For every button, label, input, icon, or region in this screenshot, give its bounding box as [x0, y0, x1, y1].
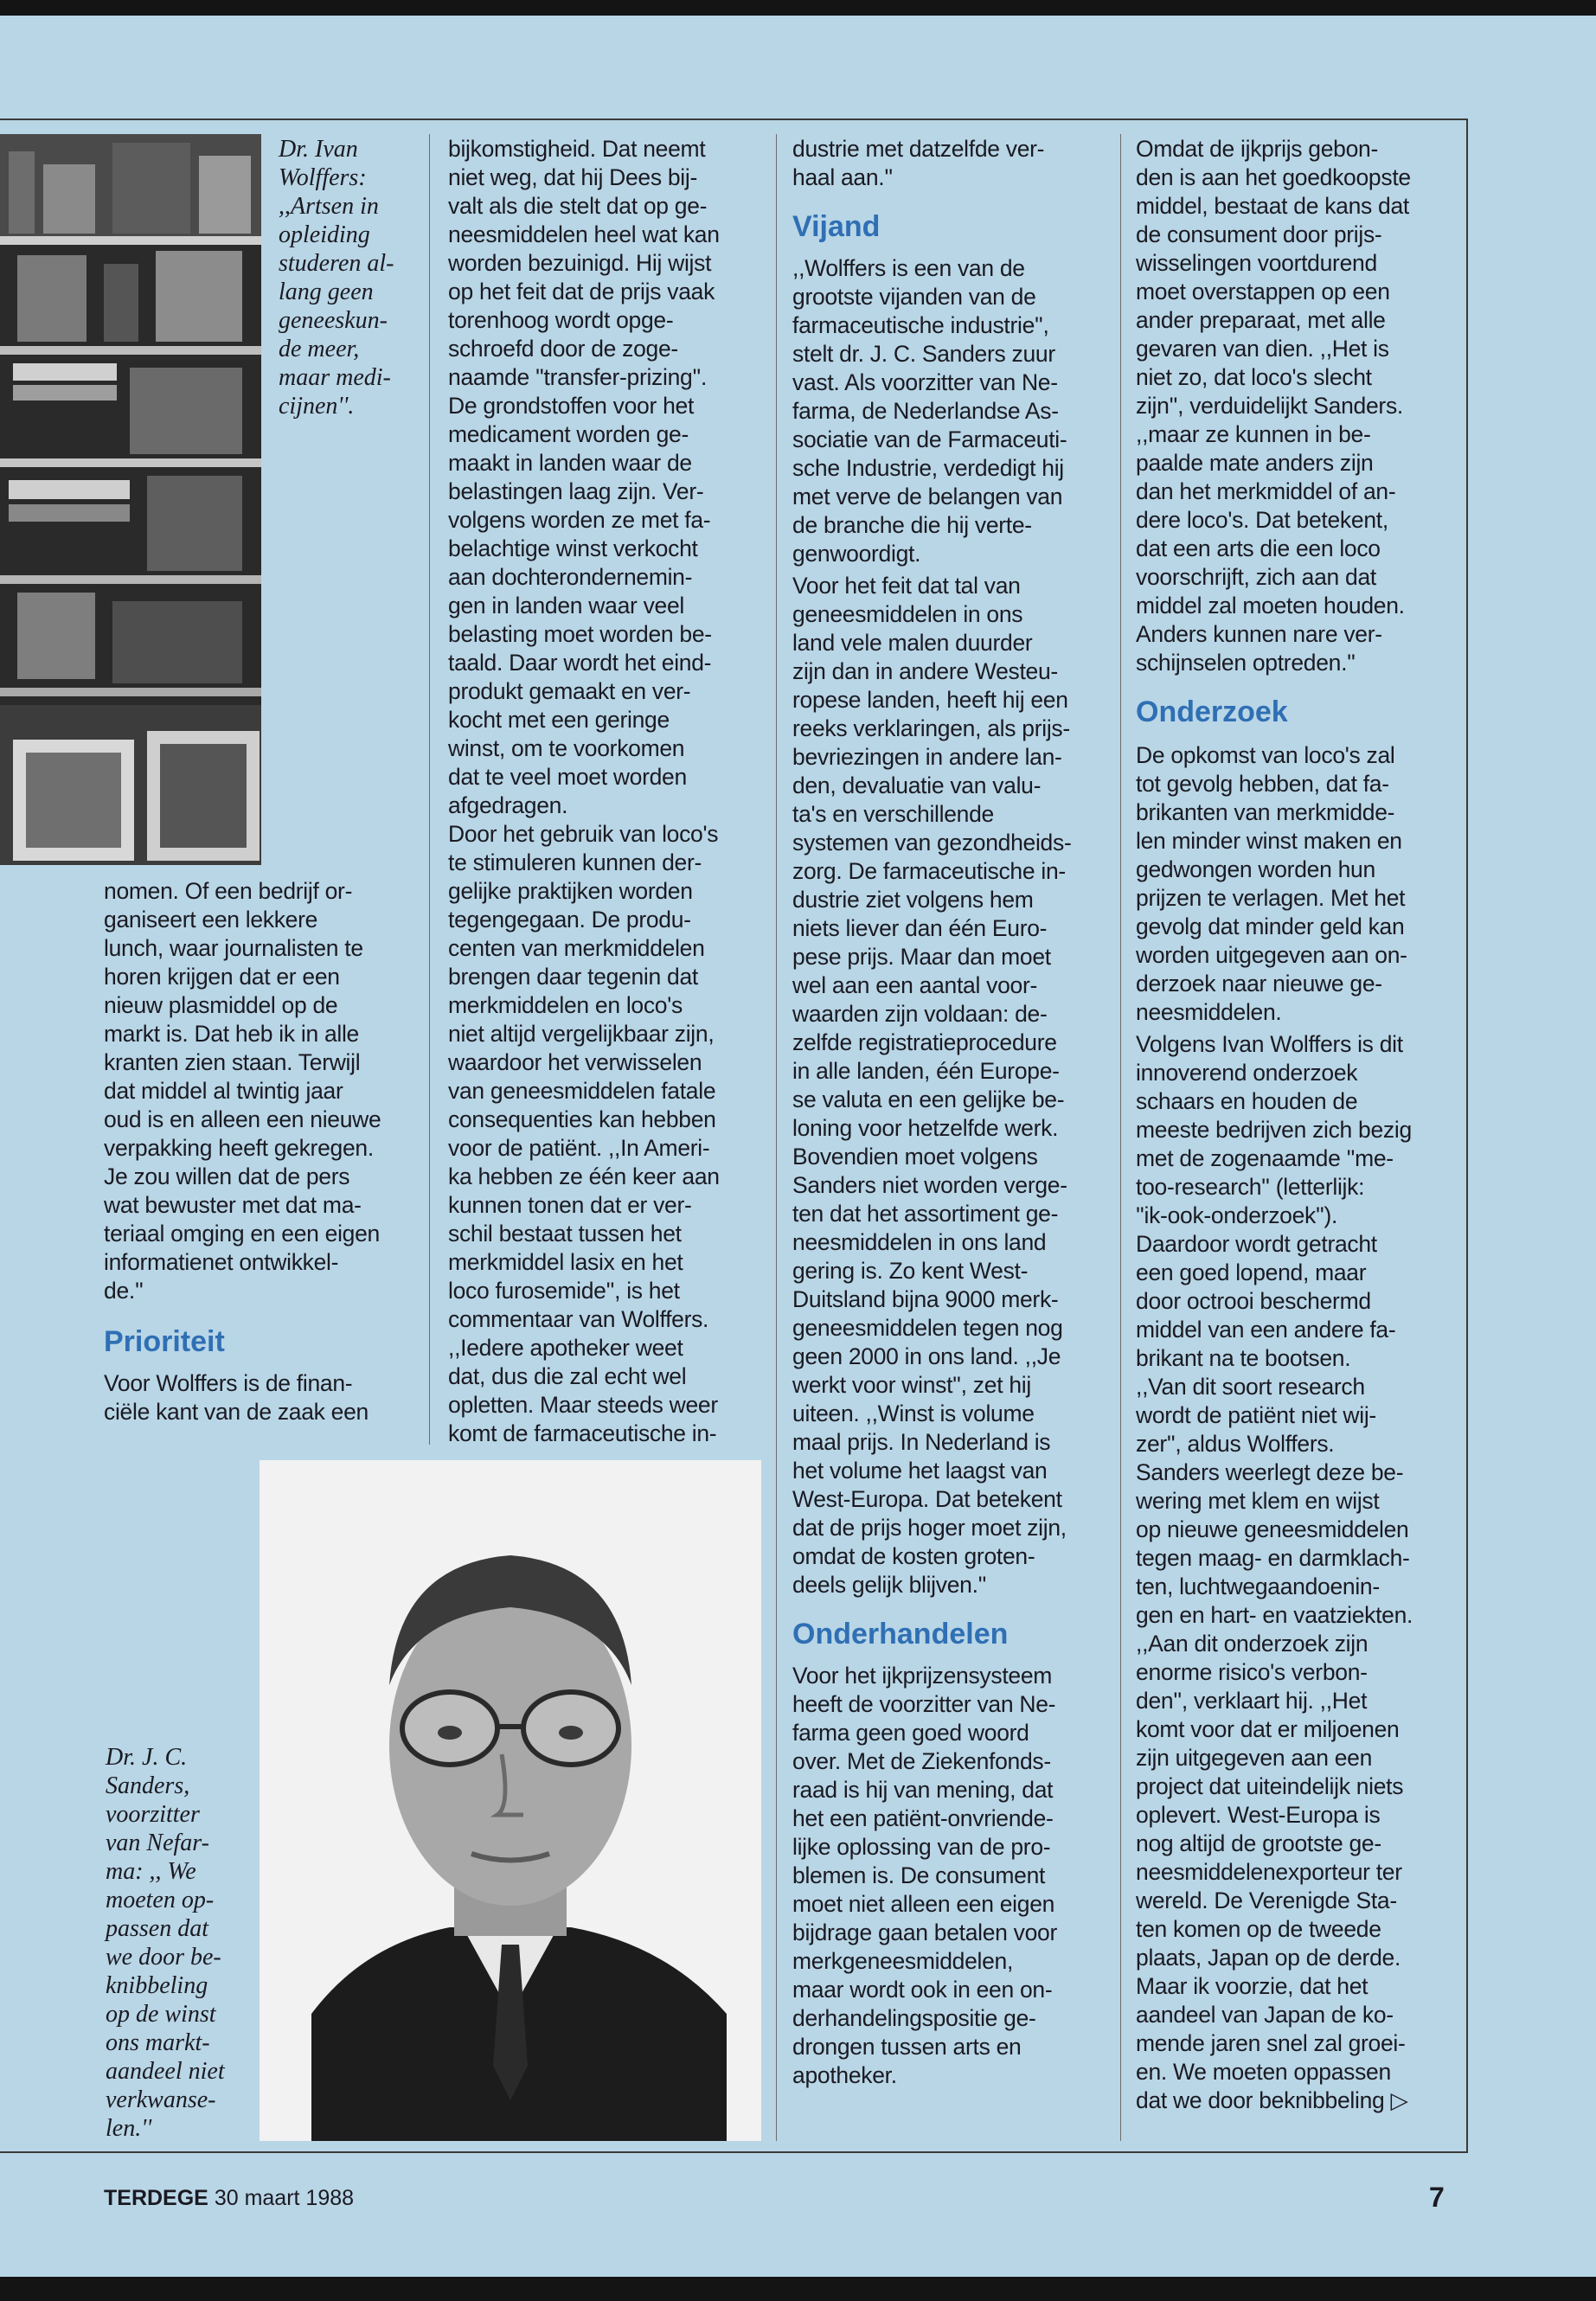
text-line: ons markt- [106, 2029, 210, 2056]
text-line: geneesmiddelen in ons [792, 601, 1023, 627]
text-line: gelijke praktijken worden [448, 878, 693, 904]
portrait-photo-sanders [260, 1460, 761, 2141]
text-line: gen en hart- en vaatziekten. [1136, 1602, 1413, 1628]
text-line: brengen daar tegenin dat [448, 964, 698, 990]
text-line: de meer, [279, 336, 360, 362]
text-line: medicament worden ge- [448, 421, 689, 447]
text-line: meeste bedrijven zich bezig [1136, 1117, 1412, 1143]
text-line: dat de prijs hoger moet zijn, [792, 1515, 1067, 1541]
text-line: raad is hij van mening, dat [792, 1777, 1054, 1803]
paragraph [104, 877, 415, 1305]
text-line: belastingen laag zijn. Ver- [448, 478, 704, 504]
text-line: gedwongen worden hun [1136, 856, 1375, 882]
right-rule [1466, 119, 1468, 2151]
text-line: markt is. Dat heb ik in alle [104, 1021, 359, 1047]
text-line: op de winst [106, 2001, 216, 2028]
text-line: middel van een andere fa- [1136, 1317, 1396, 1343]
text-line: gering is. Zo kent West- [792, 1258, 1029, 1284]
issue-date: 30 maart 1988 [214, 2186, 355, 2210]
text-line: Sanders, [106, 1772, 190, 1799]
article-column-4 [1136, 135, 1456, 2115]
text-line: den'', verklaart hij. ,,Het [1136, 1688, 1368, 1714]
text-line: project dat uiteindelijk niets [1136, 1773, 1404, 1799]
text-line: Wolffers: [279, 164, 367, 191]
text-line: brikant na te bootsen. [1136, 1345, 1351, 1371]
text-line: ma: ,, We [106, 1858, 196, 1885]
text-line: Omdat de ijkprijs gebon- [1136, 136, 1379, 162]
text-line: kocht met een geringe [448, 707, 670, 733]
text-line: De grondstoffen voor het [448, 393, 695, 419]
text-line: cijnen''. [279, 393, 355, 420]
text-line: middel, bestaat de kans dat [1136, 193, 1409, 219]
text-line: omdat de kosten groten- [792, 1543, 1035, 1569]
text-line: Bovendien moet volgens [792, 1144, 1038, 1170]
column-divider [776, 134, 777, 2141]
text-line: dere loco's. Dat betekent, [1136, 507, 1388, 533]
section-heading-prioriteit: Prioriteit [104, 1325, 225, 1358]
text-line: farmaceutische industrie'', [792, 312, 1049, 338]
article-column-2 [448, 135, 760, 1448]
footer-publication [104, 2186, 354, 2211]
text-line: niet weg, dat hij Dees bij- [448, 164, 697, 190]
paragraph [792, 1662, 1104, 2090]
text-line: aandeel van Japan de ko- [1136, 2002, 1394, 2028]
text-line: gevolg dat minder geld kan [1136, 913, 1405, 939]
text-line: paalde mate anders zijn [1136, 450, 1374, 476]
text-line: ten dat het assortiment ge- [792, 1201, 1059, 1227]
text-line: Anders kunnen nare ver- [1136, 621, 1382, 647]
text-line: blemen is. De consument [792, 1862, 1046, 1888]
text-line: schil bestaat tussen het [448, 1221, 682, 1247]
paragraph [448, 820, 760, 1448]
text-line: wel aan een aantal voor- [792, 972, 1038, 998]
text-line: voorzitter [106, 1801, 200, 1828]
text-line: innoverend onderzoek [1136, 1060, 1358, 1086]
text-line: zijn'', verduidelijkt Sanders. [1136, 393, 1403, 419]
text-line: het volume het laagst van [792, 1458, 1048, 1484]
photo-caption-wolffers [279, 135, 417, 420]
text-line: ciële kant van de zaak een [104, 1399, 369, 1425]
text-line: geen 2000 in ons land. ,,Je [792, 1343, 1061, 1369]
text-line: aandeel niet [106, 2058, 225, 2085]
text-line: nomen. Of een bedrijf or- [104, 878, 353, 904]
column-divider [1120, 134, 1121, 2141]
bookshelf-photo [0, 134, 261, 865]
text-line: tot gevolg hebben, dat fa- [1136, 771, 1389, 797]
text-line: plaats, Japan op de derde. [1136, 1945, 1401, 1971]
text-line: nieuw plasmiddel op de [104, 992, 338, 1018]
text-line: neesmiddelenexporteur ter [1136, 1859, 1402, 1885]
text-line: Voor het feit dat tal van [792, 573, 1021, 599]
text-line: lunch, waar journalisten te [104, 935, 363, 961]
paragraph [792, 254, 1104, 568]
publication-name: TERDEGE [104, 2186, 208, 2210]
text-line: farma, de Nederlandse As- [792, 398, 1059, 424]
text-line: haal aan.'' [792, 164, 893, 190]
text-line: ganiseert een lekkere [104, 907, 318, 933]
text-line: waardoor het verwisselen [448, 1049, 702, 1075]
text-line: in alle landen, één Europe- [792, 1058, 1060, 1084]
text-line: gen in landen waar veel [448, 593, 685, 619]
text-line: maar wordt ook in een on- [792, 1977, 1053, 2003]
text-line: uiteen. ,,Winst is volume [792, 1400, 1035, 1426]
text-line: drongen tussen arts en [792, 2034, 1022, 2060]
text-line: passen dat [106, 1915, 208, 1942]
text-line: derhandelingspositie ge- [792, 2005, 1036, 2031]
text-line: belasting moet worden be- [448, 621, 712, 647]
text-line: te stimuleren kunnen der- [448, 849, 702, 875]
text-line: voorschrijft, zich aan dat [1136, 564, 1376, 590]
text-line: Daardoor wordt getracht [1136, 1231, 1377, 1257]
text-line: heeft de voorzitter van Ne- [792, 1691, 1056, 1717]
text-line: de consument door prijs- [1136, 221, 1382, 247]
column-divider [429, 134, 430, 1445]
text-line: produkt gemaakt en ver- [448, 678, 691, 704]
text-line: Voor het ijkprijzensysteem [792, 1663, 1053, 1689]
text-line: teriaal omging en een eigen [104, 1221, 380, 1247]
text-line: bijdrage gaan betalen voor [792, 1920, 1058, 1945]
text-line: niet zo, dat loco's slecht [1136, 364, 1372, 390]
paragraph [1136, 1030, 1456, 2115]
text-line: apotheker. [792, 2062, 897, 2088]
text-line: dustrie met datzelfde ver- [792, 136, 1045, 162]
text-line: loco furosemide'', is het [448, 1278, 680, 1304]
text-line: een goed lopend, maar [1136, 1259, 1367, 1285]
text-line: ,,Artsen in [279, 193, 379, 220]
text-line: moeten op- [106, 1887, 215, 1913]
text-line: merkgeneesmiddelen, [792, 1948, 1014, 1974]
text-line: torenhoog wordt opge- [448, 307, 674, 333]
text-line: worden bezuinigd. Hij wijst [448, 250, 712, 276]
text-line: geneeskun- [279, 307, 388, 334]
text-line: nog altijd de grootste ge- [1136, 1830, 1381, 1856]
text-line: derzoek naar nieuwe ge- [1136, 971, 1382, 997]
text-line: merkmiddelen en loco's [448, 992, 683, 1018]
text-line: horen krijgen dat er een [104, 964, 340, 990]
text-line: Volgens Ivan Wolffers is dit [1136, 1031, 1403, 1057]
text-line: prijzen te verlagen. Met het [1136, 885, 1406, 911]
text-line: wering met klem en wijst [1136, 1488, 1380, 1514]
top-border [0, 0, 1596, 16]
text-line: schaars en houden de [1136, 1088, 1358, 1114]
text-line: wereld. De Verenigde Sta- [1136, 1888, 1397, 1913]
text-line: zorg. De farmaceutische in- [792, 858, 1066, 884]
text-line: ka hebben ze één keer aan [448, 1163, 720, 1189]
text-line: en. We moeten oppassen [1136, 2059, 1391, 2085]
text-line: knibbeling [106, 1972, 208, 1999]
text-line: zijn uitgegeven aan een [1136, 1745, 1373, 1771]
text-line: middel zal moeten houden. [1136, 593, 1405, 619]
text-line: opleiding [279, 221, 370, 248]
text-line: ,,maar ze kunnen in be- [1136, 421, 1371, 447]
text-line: too-research'' (letterlijk: [1136, 1174, 1365, 1200]
text-line: dustrie ziet volgens hem [792, 887, 1034, 913]
text-line: De opkomst van loco's zal [1136, 742, 1395, 768]
text-line: merkmiddel lasix en het [448, 1249, 683, 1275]
text-line: volgens worden ze met fa- [448, 507, 711, 533]
text-line: maal prijs. In Nederland is [792, 1429, 1051, 1455]
text-line: reeks verklaringen, als prijs- [792, 715, 1070, 741]
paragraph [792, 572, 1104, 1599]
article-column-3 [792, 135, 1104, 2090]
text-line: wisselingen voortdurend [1136, 250, 1377, 276]
text-line: zelfde registratieprocedure [792, 1029, 1057, 1055]
text-line: taald. Daar wordt het eind- [448, 650, 712, 676]
text-line: enorme risico's verbon- [1136, 1659, 1368, 1685]
text-line: lang geen [279, 279, 374, 305]
text-line: wat bewuster met dat ma- [104, 1192, 362, 1218]
text-line: Sanders weerlegt deze be- [1136, 1459, 1404, 1485]
text-line: maar medi- [279, 364, 391, 391]
text-line: bijkomstigheid. Dat neemt [448, 136, 706, 162]
text-line: met de zogenaamde ''me- [1136, 1145, 1394, 1171]
text-line: len.'' [106, 2115, 152, 2142]
text-line: mende jaren snel zal groei- [1136, 2030, 1406, 2056]
text-line: Maar ik voorzie, dat het [1136, 1973, 1368, 1999]
text-line: verkwanse- [106, 2086, 216, 2113]
text-line: pese prijs. Maar dan moet [792, 944, 1051, 970]
text-line: stelt dr. J. C. Sanders zuur [792, 341, 1055, 367]
top-rule [0, 119, 1468, 120]
text-line: worden uitgegeven aan on- [1136, 942, 1407, 968]
text-line: we door be- [106, 1944, 221, 1971]
text-line: ''ik-ook-onderzoek''). [1136, 1202, 1338, 1228]
text-line: bevriezingen in andere lan- [792, 744, 1062, 770]
text-line: neesmiddelen in ons land [792, 1229, 1047, 1255]
text-line: van geneesmiddelen fatale [448, 1078, 716, 1104]
text-line: waarden zijn voldaan: de- [792, 1001, 1048, 1027]
text-line: loning voor hetzelfde werk. [792, 1115, 1059, 1141]
text-line: dat, dus die zal echt wel [448, 1363, 687, 1389]
text-line: op het feit dat de prijs vaak [448, 279, 715, 304]
text-line: belachtige winst verkocht [448, 535, 698, 561]
text-line: over. Met de Ziekenfonds- [792, 1748, 1051, 1774]
text-line: zijn dan in andere Westeu- [792, 658, 1058, 684]
article-column-1 [104, 877, 415, 1426]
text-line: West-Europa. Dat betekent [792, 1486, 1062, 1512]
text-line: gevaren van dien. ,,Het is [1136, 336, 1389, 362]
text-line: Dr. J. C. [106, 1744, 188, 1771]
text-line: niet altijd vergelijkbaar zijn, [448, 1021, 715, 1047]
text-line: ,,Wolffers is een van de [792, 255, 1025, 281]
text-line: dat we door beknibbeling ▷ [1136, 2087, 1408, 2113]
text-line: Duitsland bijna 9000 merk- [792, 1286, 1059, 1312]
text-line: informatienet ontwikkel- [104, 1249, 339, 1275]
paragraph [104, 1369, 415, 1426]
text-line: het een patiënt-onvriende- [792, 1805, 1054, 1831]
text-line: centen van merkmiddelen [448, 935, 705, 961]
text-line: oud is en alleen een nieuwe [104, 1106, 381, 1132]
text-line: ,,Van dit soort research [1136, 1374, 1365, 1400]
text-line: werkt voor winst'', zet hij [792, 1372, 1031, 1398]
text-line: Voor Wolffers is de finan- [104, 1370, 353, 1396]
text-line: met verve de belangen van [792, 484, 1063, 510]
text-line: deels gelijk blijven.'' [792, 1572, 987, 1598]
text-line: grootste vijanden van de [792, 284, 1036, 310]
text-line: ,,Iedere apotheker weet [448, 1335, 683, 1361]
text-line: commentaar van Wolffers. [448, 1306, 709, 1332]
page-number: 7 [1429, 2182, 1445, 2213]
paragraph [792, 135, 1104, 192]
text-line: ropese landen, heeft hij een [792, 687, 1068, 713]
text-line: sociatie van de Farmaceuti- [792, 426, 1067, 452]
text-line: dat middel al twintig jaar [104, 1078, 343, 1104]
text-line: den is aan het goedkoopste [1136, 164, 1411, 190]
bottom-rule [0, 2151, 1468, 2153]
text-line: se valuta en een gelijke be- [792, 1086, 1065, 1112]
text-line: schroefd door de zoge- [448, 336, 678, 362]
text-line: wordt de patiënt niet wij- [1136, 1402, 1376, 1428]
text-line: schijnselen optreden.'' [1136, 650, 1356, 676]
text-line: Door het gebruik van loco's [448, 821, 719, 847]
text-line: vast. Als voorzitter van Ne- [792, 369, 1058, 395]
text-line: moet overstappen op een [1136, 279, 1390, 304]
paragraph [448, 135, 760, 820]
text-line: neesmiddelen. [1136, 999, 1282, 1025]
paragraph [1136, 741, 1456, 1027]
text-line: ta's en verschillende [792, 801, 994, 827]
text-line: ten komen op de tweede [1136, 1916, 1381, 1942]
text-line: moet niet alleen een eigen [792, 1891, 1055, 1917]
section-heading-vijand: Vijand [792, 210, 881, 243]
text-line: niets liever dan één Euro- [792, 915, 1048, 941]
text-line: geneesmiddelen tegen nog [792, 1315, 1063, 1341]
text-line: lijke oplossing van de pro- [792, 1834, 1051, 1860]
text-line: de.'' [104, 1278, 144, 1304]
text-line: farma geen goed woord [792, 1720, 1029, 1746]
text-line: len minder winst maken en [1136, 828, 1402, 854]
text-line: land vele malen duurder [792, 630, 1033, 656]
paragraph [1136, 135, 1456, 677]
text-line: den, devaluatie van valu- [792, 772, 1042, 798]
text-line: systemen van gezondheids- [792, 830, 1072, 856]
text-line: dan het merkmiddel of an- [1136, 478, 1396, 504]
text-line: naamde ''transfer-prizing''. [448, 364, 708, 390]
text-line: Sanders niet worden verge- [792, 1172, 1067, 1198]
text-line: verpakking heeft gekregen. [104, 1135, 374, 1161]
text-line: aan dochterondernemin- [448, 564, 693, 590]
text-line: valt als die stelt dat op ge- [448, 193, 708, 219]
text-line: Dr. Ivan [279, 136, 358, 163]
text-line: zer'', aldus Wolffers. [1136, 1431, 1335, 1457]
text-line: tegengegaan. De produ- [448, 907, 691, 933]
text-line: de branche die hij verte- [792, 512, 1032, 538]
text-line: komt de farmaceutische in- [448, 1420, 717, 1446]
text-line: van Nefar- [106, 1830, 209, 1856]
section-heading-onderhandelen: Onderhandelen [792, 1618, 1009, 1650]
text-line: dat te veel moet worden [448, 764, 687, 790]
text-line: ,,Aan dit onderzoek zijn [1136, 1631, 1368, 1657]
text-line: afgedragen. [448, 792, 568, 818]
text-line: oplevert. West-Europa is [1136, 1802, 1381, 1828]
bottom-border [0, 2277, 1596, 2301]
text-line: kranten zien staan. Terwijl [104, 1049, 361, 1075]
text-line: op nieuwe geneesmiddelen [1136, 1516, 1409, 1542]
text-line: tegen maag- en darmklach- [1136, 1545, 1410, 1571]
text-line: winst, om te voorkomen [448, 735, 685, 761]
text-line: genwoordigt. [792, 541, 921, 567]
text-line: door octrooi beschermd [1136, 1288, 1371, 1314]
text-line: komt voor dat er miljoenen [1136, 1716, 1400, 1742]
text-line: kunnen tonen dat er ver- [448, 1192, 692, 1218]
text-line: brikanten van merkmidde- [1136, 799, 1395, 825]
text-line: consequenties kan hebben [448, 1106, 716, 1132]
text-line: studeren al- [279, 250, 394, 277]
text-line: Je zou willen dat de pers [104, 1163, 350, 1189]
photo-caption-sanders [106, 1743, 253, 2143]
text-line: ten, luchtwegaandoenin- [1136, 1574, 1380, 1599]
text-line: sche Industrie, verdedigt hij [792, 455, 1064, 481]
section-heading-onderzoek: Onderzoek [1136, 695, 1288, 728]
text-line: opletten. Maar steeds weer [448, 1392, 718, 1418]
text-line: maakt in landen waar de [448, 450, 692, 476]
text-line: voor de patiënt. ,,In Ameri- [448, 1135, 710, 1161]
text-line: dat een arts die een loco [1136, 535, 1381, 561]
text-line: neesmiddelen heel wat kan [448, 221, 720, 247]
text-line: ander preparaat, met alle [1136, 307, 1386, 333]
